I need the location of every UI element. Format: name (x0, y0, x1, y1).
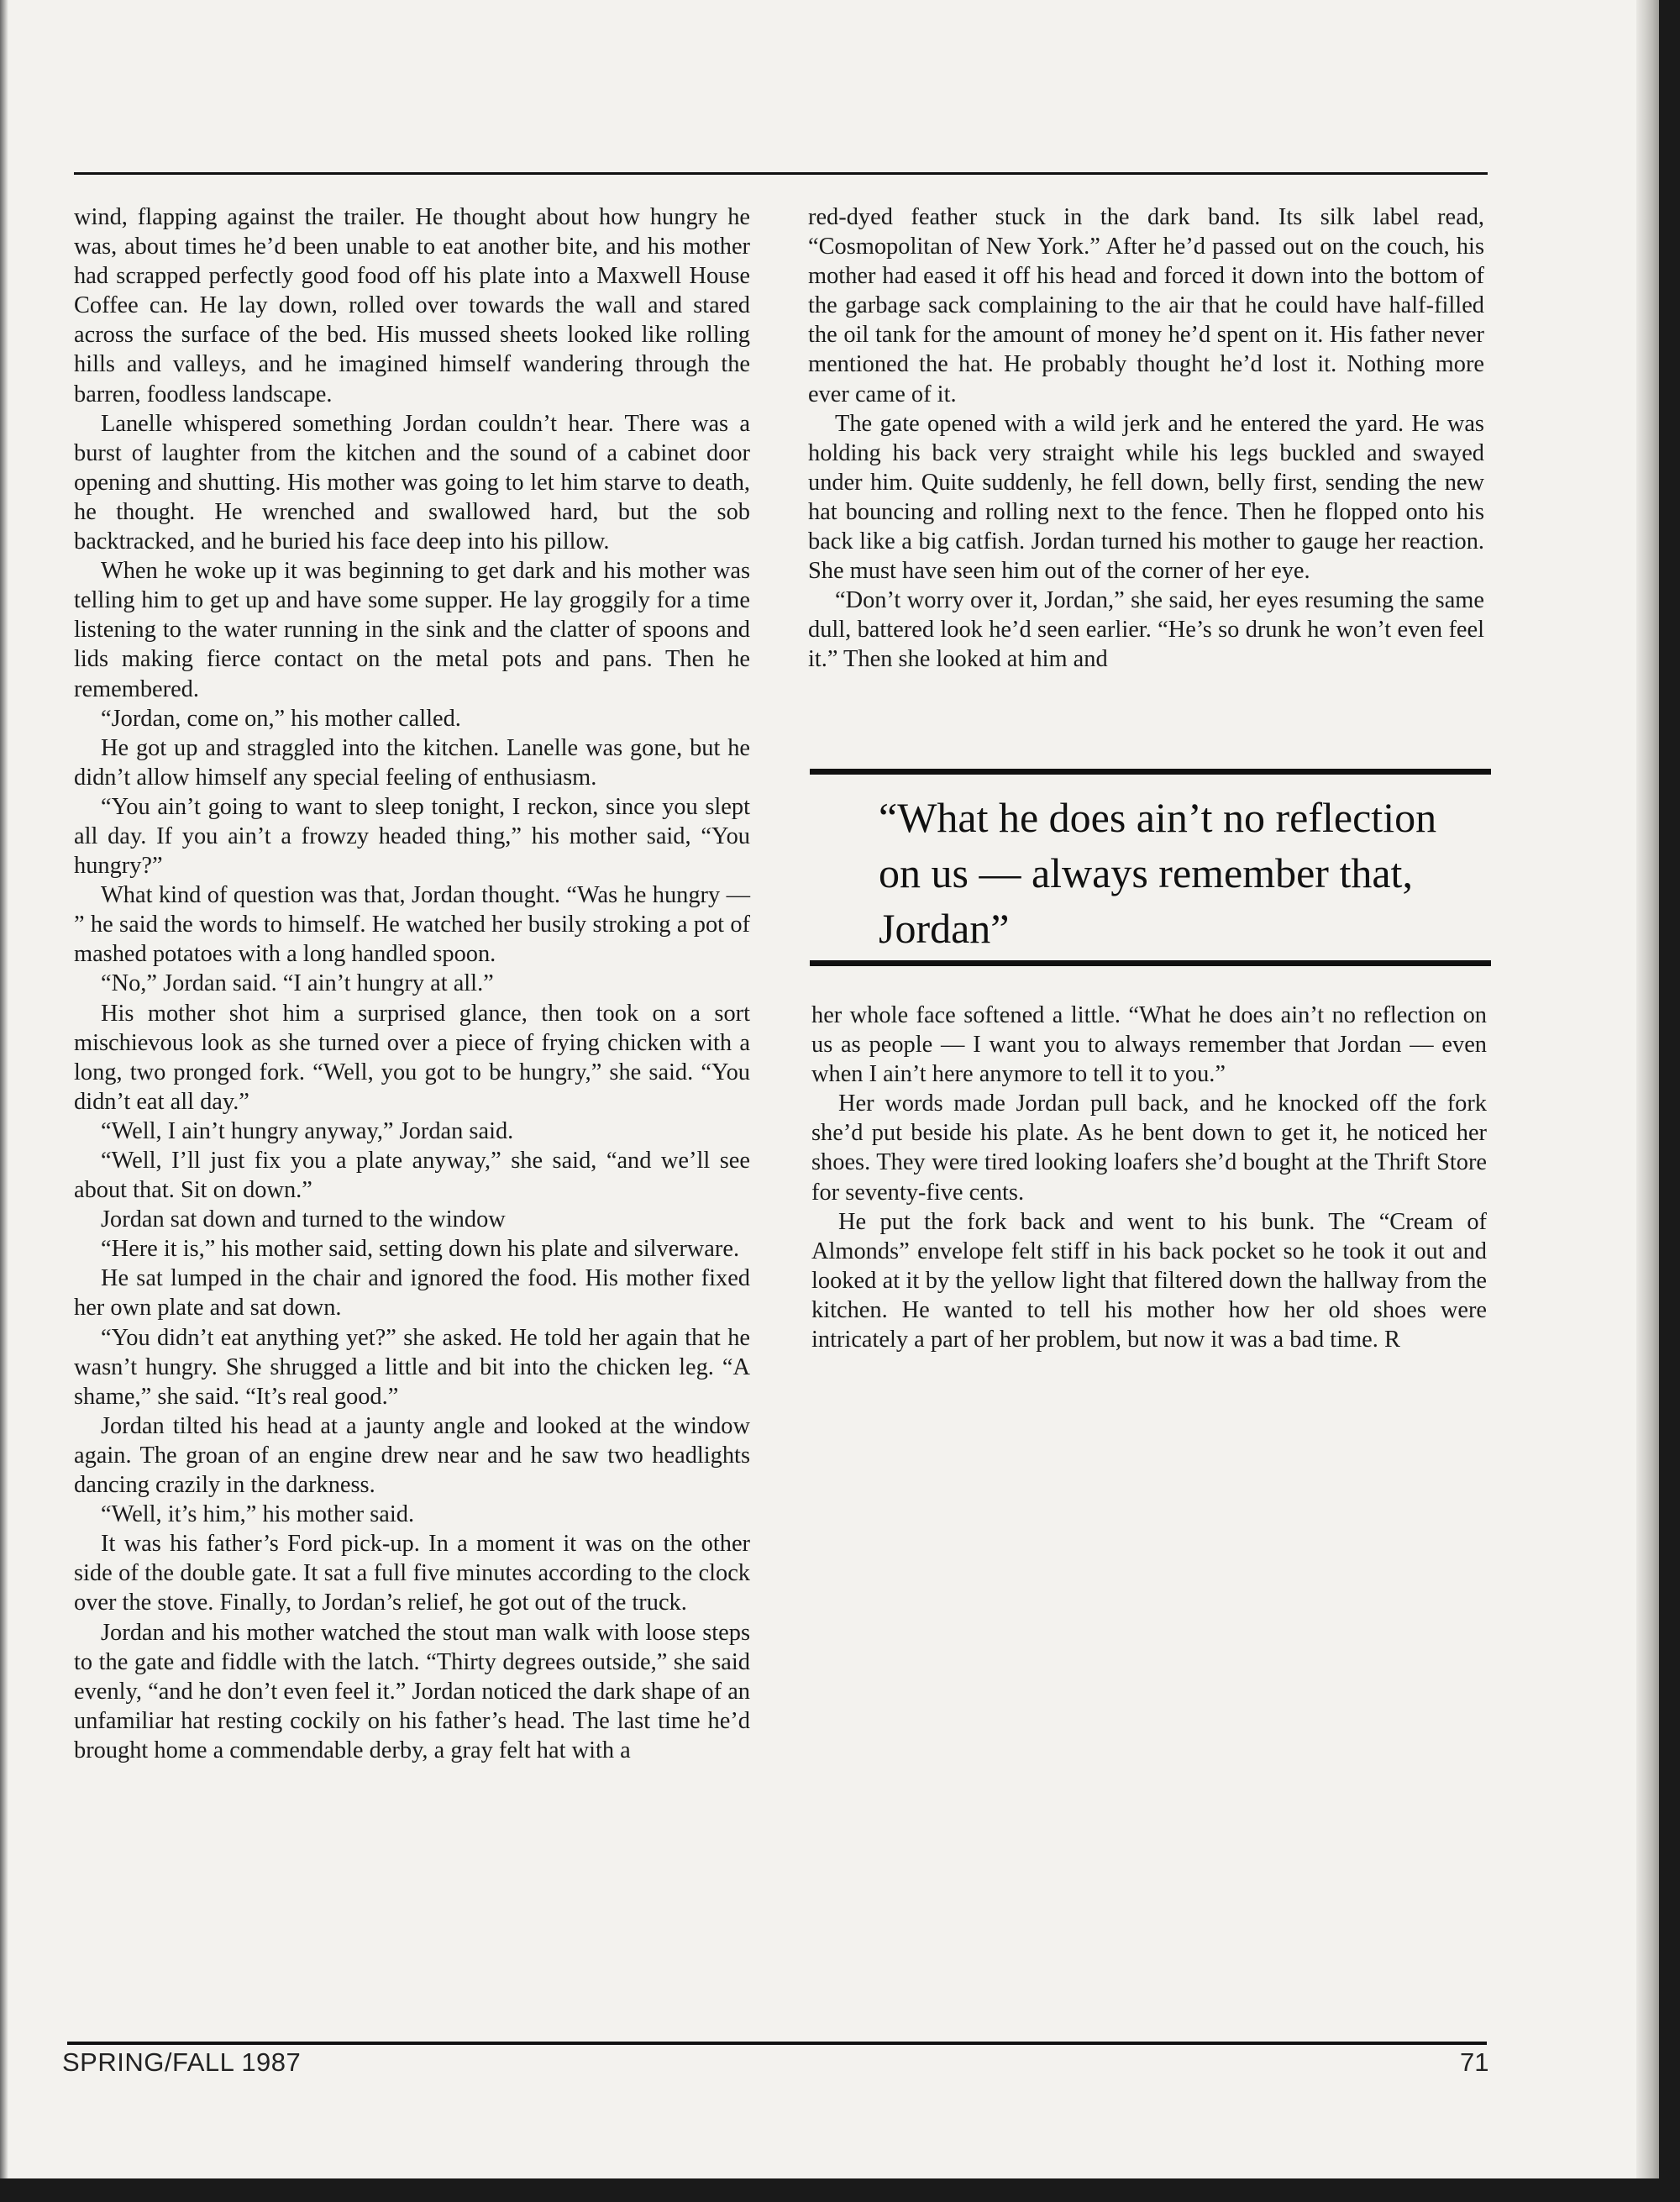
paragraph: “Don’t worry over it, Jordan,” she said, her eyes resuming the same dull, battered look he’d seen earlier. “He’s so drunk he won’t even feel it.” Then she looked at him and (808, 587, 1484, 673)
pull-quote: “What he does ain’t no reflection on us — always remember that, Jordan” (879, 794, 1437, 952)
paragraph: When he woke up it was beginning to get dark and his mother was telling him to get up and have some supper. He lay groggily for a time listening to the water running in the sink and the clatter of spoons and lids making fierce contact on the metal pots and pans. Then he remembered. (74, 558, 750, 702)
paragraph: her whole face softened a little. “What he does ain’t no reflection on us as people — I want you to always remember that Jordan — even when I ain’t here anymore to tell it to you.” (811, 1002, 1487, 1088)
page-gutter-shadow (0, 0, 8, 2178)
page-binding-edge (1636, 0, 1659, 2178)
paragraph: “No,” Jordan said. “I ain’t hungry at all.” (101, 970, 494, 997)
paragraph: He put the fork back and went to his bunk. The “Cream of Almonds” envelope felt stiff in his back pocket so he took it out and looked at it by the yellow light that filtered down the hallway from the kitchen. He wanted to tell his mother how her old shoes were intricately a part of her problem, but now it was a bad time. R (811, 1208, 1487, 1353)
paragraph: “Jordan, come on,” his mother called. (101, 705, 461, 732)
right-column-bottom (811, 1001, 1487, 1354)
paragraph: “You ain’t going to want to sleep tonight, I reckon, since you slept all day. If you ain’t a frowzy headed thing,” his mother said, “You hungry?” (74, 793, 750, 880)
paragraph: Jordan tilted his head at a jaunty angle and looked at the window again. The groan of an engine drew near and he saw two headlights dancing crazily in the darkness. (74, 1412, 750, 1499)
top-rule (74, 172, 1488, 175)
pull-quote-top-rule (810, 769, 1491, 775)
paragraph: Her words made Jordan pull back, and he knocked off the fork she’d put beside his plate. As he bent down to get it, he noticed her shoes. They were tired looking loafers she’d bought at the Thrift Store for seventy-five cents. (811, 1090, 1487, 1206)
page-number: 71 (1460, 2047, 1489, 2077)
bottom-rule (67, 2042, 1487, 2045)
paragraph: What kind of question was that, Jordan thought. “Was he hungry — ” he said the words to himself. He watched her busily stroking a pot of mashed potatoes with a long handled spoon. (74, 882, 750, 968)
paragraph: “Here it is,” his mother said, setting down his plate and silverware. (101, 1236, 740, 1263)
paragraph: wind, flapping against the trailer. He thought about how hungry he was, about times he’d been unable to eat another bite, and his mother had scrapped perfectly good food off his plate into a Maxwell House Coffee can. He lay down, rolled over towards the wall and stared across the surface of the bed. His mussed sheets looked like rolling hills and valleys, and he imagined himself wandering through the barren, foodless landscape. (74, 204, 750, 407)
paragraph: “Well, I ain’t hungry anyway,” Jordan said. (101, 1117, 514, 1144)
paragraph: “You didn’t eat anything yet?” she asked. He told her again that he wasn’t hungry. She shrugged a little and bit into the chicken leg. “A shame,” she said. “It’s real good.” (74, 1324, 750, 1410)
paragraph: The gate opened with a wild jerk and he entered the yard. He was holding his back very straight while his legs buckled and swayed under him. Quite suddenly, he fell down, belly first, sending the new hat bouncing and rolling next to the fence. Then he flopped onto his back like a big catfish. Jordan turned his mother to gauge her reaction. She must have seen him out of the corner of her eye. (808, 410, 1484, 585)
paragraph: He sat lumped in the chair and ignored the food. His mother fixed her own plate and sat down. (74, 1265, 750, 1322)
paragraph: “Well, it’s him,” his mother said. (101, 1501, 415, 1528)
paragraph: Jordan sat down and turned to the window (101, 1206, 506, 1233)
right-column-top (808, 202, 1484, 675)
pull-quote-bottom-rule (810, 960, 1491, 966)
paragraph: He got up and straggled into the kitchen. Lanelle was gone, but he didn’t allow himself any special feeling of enthusiasm. (74, 734, 750, 791)
paragraph: It was his father’s Ford pick-up. In a moment it was on the other side of the double gate. It sat a full five minutes according to the clock over the stove. Finally, to Jordan’s relief, he got out of the truck. (74, 1531, 750, 1616)
issue-label: SPRING/FALL 1987 (62, 2047, 302, 2077)
paragraph: Lanelle whispered something Jordan couldn’t hear. There was a burst of laughter from the kitchen and the sound of a cabinet door opening and shutting. His mother was going to let him starve to death, he thought. He wrenched and swallowed hard, but the sob backtracked, and he buried his face deep into his pillow. (74, 410, 750, 555)
paragraph: “Well, I’ll just fix you a plate anyway,” she said, “and we’ll see about that. Sit on down.” (74, 1148, 750, 1204)
paragraph: His mother shot him a surprised glance, then took on a sort mischievous look as she turned over a piece of frying chicken with a long, two pronged fork. “Well, you got to be hungry,” she said. “You didn’t eat all day.” (74, 1000, 750, 1115)
paragraph: Jordan and his mother watched the stout man walk with loose steps to the gate and fiddle with the latch. “Thirty degrees outside,” she said evenly, “and he don’t even feel it.” Jordan noticed the dark shape of an unfamiliar hat resting cockily on his father’s head. The last time he’d brought home a commendable derby, a gray felt hat with a (74, 1619, 750, 1763)
paragraph: red-dyed feather stuck in the dark band. Its silk label read, “Cosmopolitan of New York.” After he’d passed out on the couch, his mother had eased it off his head and forced it down into the bottom of the garbage sack complaining to the air that he could have half-filled the oil tank for the amount of money he’d spent on it. His father never mentioned the hat. He probably thought he’d lost it. Nothing more ever came of it. (808, 204, 1484, 407)
left-column (74, 202, 750, 1765)
